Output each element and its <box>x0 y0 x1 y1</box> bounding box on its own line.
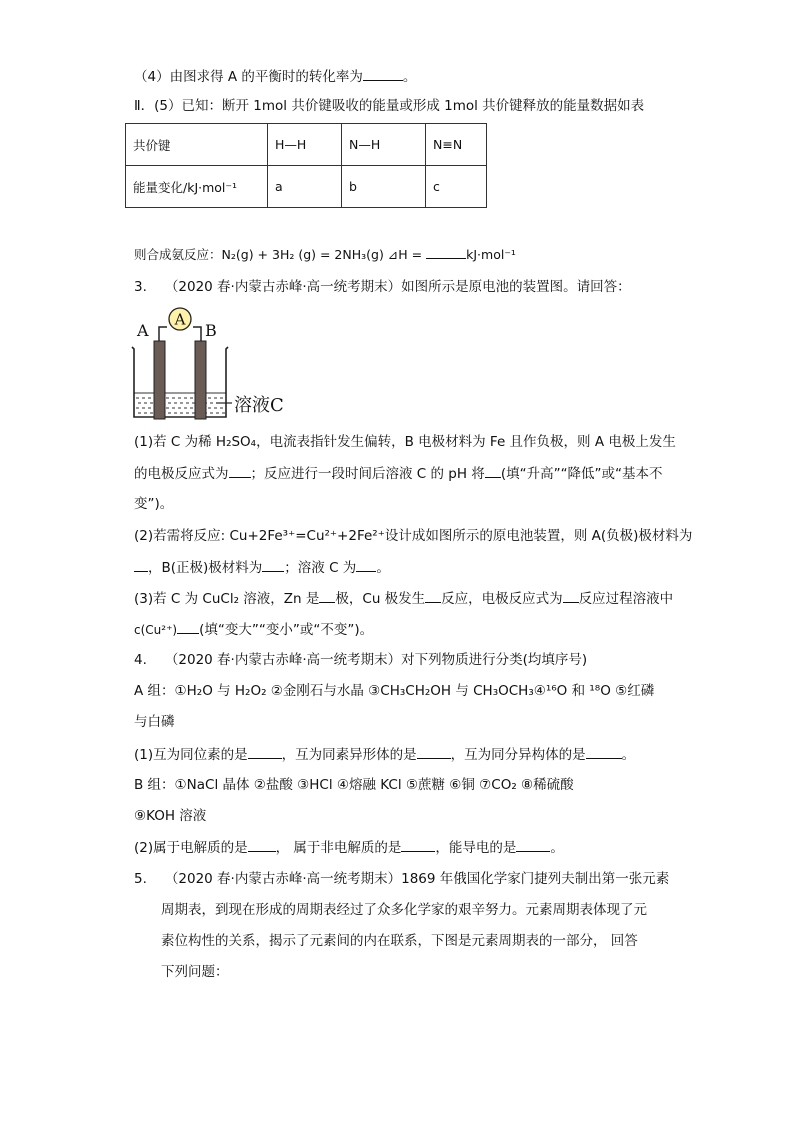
answer-blank[interactable] <box>229 463 251 478</box>
electrode-b <box>195 341 206 419</box>
question-source: （2020 春·内蒙古赤峰·高一统考期末） <box>164 652 402 668</box>
answer-blank[interactable] <box>426 244 466 259</box>
q3-p1-text-b: ；反应进行一段时间后溶液 C 的 pH 将 <box>250 466 485 482</box>
table-header-row <box>126 124 487 166</box>
answer-blank[interactable] <box>401 837 435 852</box>
table-cell: c <box>426 166 487 208</box>
table-row <box>126 166 487 208</box>
question-stem: 对下列物质进行分类(均填序号) <box>401 652 588 668</box>
q4-p1-text-d: 。 <box>621 747 636 763</box>
answer-blank[interactable] <box>586 744 622 759</box>
q3-p2-text-a: ，B(正极)极材料为 <box>148 560 263 576</box>
question-number: 3. <box>134 279 147 295</box>
answer-blank[interactable] <box>319 588 335 603</box>
question-stem: 如图所示是原电池的装置图。请回答： <box>401 279 631 295</box>
question-number: 5. <box>134 871 147 887</box>
q3-heading <box>134 277 631 297</box>
q4-p1-text-a: (1)互为同位素的是 <box>134 747 248 763</box>
reaction-prefix: 则合成氨反应： <box>134 247 222 262</box>
q5-line1 <box>134 869 669 889</box>
reaction-unit: kJ·mol⁻¹ <box>466 247 516 262</box>
ammeter-label: A <box>174 310 186 329</box>
q3-p3-line2 <box>134 619 373 640</box>
q3-p3-text-f: (填“变大”“变小”或“不变”)。 <box>199 622 374 638</box>
q3-p1-text-c: (填“升高”“降低”或“基本不 <box>500 466 663 482</box>
answer-blank[interactable] <box>417 744 451 759</box>
q4-heading <box>134 650 587 670</box>
q5-text-1: 1869 年俄国化学家门捷列夫制出第一张元素 <box>401 871 670 887</box>
q4-p1-line <box>134 744 635 765</box>
q3-p3-line1 <box>134 588 673 609</box>
q3-p2-line1: (2)若需将反应: Cu+2Fe³⁺=Cu²⁺+2Fe²⁺设计成如图所示的原电池装置，则 A(负极)极材料为 <box>134 528 693 544</box>
q5-line3: 素位构性的关系，揭示了元素间的内在联系，下图是元素周期表的一部分， 回答 <box>161 933 638 949</box>
q4-p1-text-c: ，互为同分异构体的是 <box>450 747 586 763</box>
q4-groupB-line1: B 组：①NaCl 晶体 ②盐酸 ③HCl ④熔融 KCl ⑤蔗糖 ⑥铜 ⑦CO₂ ⑧稀硫酸 <box>134 777 574 793</box>
question-source: （2020 春·内蒙古赤峰·高一统考期末） <box>164 279 402 295</box>
q4-p2-text-a: (2)属于电解质的是 <box>134 840 248 856</box>
answer-blank[interactable] <box>425 588 441 603</box>
q4-groupB-line2: ⑨KOH 溶液 <box>134 808 207 824</box>
answer-blank[interactable] <box>248 837 276 852</box>
beaker-icon <box>132 347 228 417</box>
electrode-a-label: A <box>137 321 149 340</box>
table-header-cell: H—H <box>268 124 342 166</box>
galvanic-cell-diagram <box>130 305 300 429</box>
electrode-a <box>154 341 165 419</box>
q4-p2-text-c: ，能导电的是 <box>435 840 517 856</box>
q2-sub4-text: （4）由图求得 A 的平衡时的转化率为 <box>134 69 363 85</box>
reaction-line <box>134 244 516 265</box>
q4-p2-line <box>134 837 564 858</box>
reaction-equation: N₂(g) + 3H₂ (g) = 2NH₃(g) ⊿H = <box>221 247 423 262</box>
table-header-cell: 共价键 <box>126 124 268 166</box>
q4-groupA-line2: 与白磷 <box>134 714 175 730</box>
answer-blank[interactable] <box>177 619 199 634</box>
table-cell: b <box>342 166 426 208</box>
galvanic-cell-svg <box>130 305 300 425</box>
q2-part2-line: Ⅱ．(5）已知：断开 1mol 共价键吸收的能量或形成 1mol 共价键释放的能量数据如表 <box>134 98 645 114</box>
q4-p2-text-d: 。 <box>550 840 564 856</box>
q3-p2-line2 <box>134 557 390 578</box>
table-cell: a <box>268 166 342 208</box>
answer-blank[interactable] <box>134 557 148 572</box>
table-header-cell: N—H <box>342 124 426 166</box>
solution-liquid <box>134 393 226 413</box>
table-header-cell: N≡N <box>426 124 487 166</box>
answer-blank[interactable] <box>563 588 579 603</box>
q3-p3-text-a: (3)若 C 为 CuCl₂ 溶液，Zn 是 <box>134 591 320 607</box>
q3-p1-line1: (1)若 C 为稀 H₂SO₄，电流表指针发生偏转，B 电极材料为 Fe 且作负极，则 A 电极上发生 <box>134 434 676 450</box>
solution-label: 溶液C <box>234 395 284 416</box>
q5-line4: 下列问题： <box>161 964 229 980</box>
q3-p1-line3: 变”)。 <box>134 496 174 512</box>
q5-line2: 周期表，到现在形成的周期表经过了众多化学家的艰辛努力。元素周期表体现了元 <box>161 902 647 918</box>
bond-energy-table <box>125 123 487 208</box>
answer-blank[interactable] <box>248 744 282 759</box>
question-number: 4. <box>134 652 147 668</box>
q3-p3-text-b: 极，Cu 极发生 <box>335 591 426 607</box>
q3-p1-line2 <box>134 463 663 484</box>
table-row-label: 能量变化/kJ·mol⁻¹ <box>126 166 268 208</box>
question-source: （2020 春·内蒙古赤峰·高一统考期末） <box>164 871 402 887</box>
electrode-b-label: B <box>205 321 217 340</box>
answer-blank[interactable] <box>363 66 403 81</box>
q4-groupA-line1: A 组：①H₂O 与 H₂O₂ ②金刚石与水晶 ③CH₃CH₂OH 与 CH₃OCH₃④¹⁶O 和 ¹⁸O ⑤红磷 <box>134 683 655 699</box>
q2-sub4-line <box>134 66 416 87</box>
answer-blank[interactable] <box>485 463 501 478</box>
q3-p2-text-c: 。 <box>376 560 390 576</box>
q4-p1-text-b: ，互为同素异形体的是 <box>281 747 417 763</box>
answer-blank[interactable] <box>516 837 550 852</box>
q3-p3-text-e: c(Cu²⁺) <box>134 623 178 637</box>
q3-p1-text-a: 的电极反应式为 <box>134 466 229 482</box>
q3-p3-text-d: 反应过程溶液中 <box>578 591 674 607</box>
answer-blank[interactable] <box>262 557 284 572</box>
q3-p2-text-b: ；溶液 C 为 <box>284 560 357 576</box>
q2-sub4-end: 。 <box>402 69 417 85</box>
q4-p2-text-b: ， 属于非电解质的是 <box>275 840 402 856</box>
answer-blank[interactable] <box>356 557 376 572</box>
q3-p3-text-c: 反应，电极反应式为 <box>441 591 563 607</box>
